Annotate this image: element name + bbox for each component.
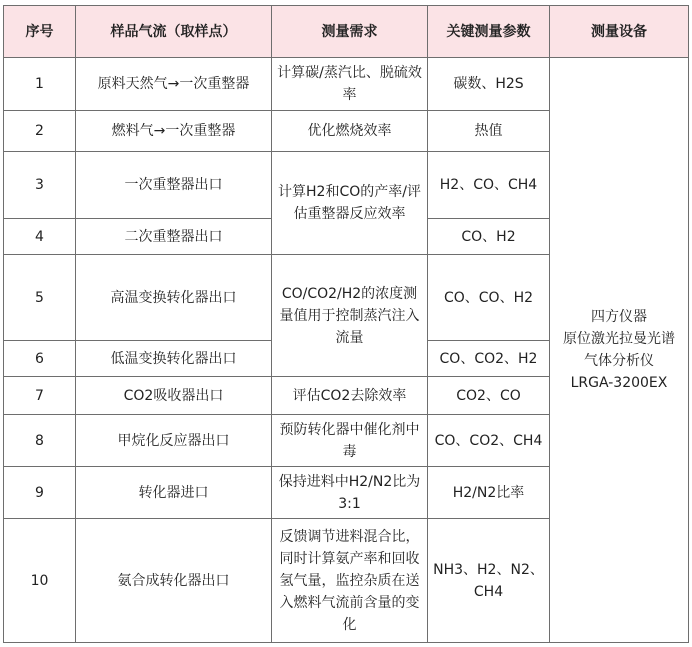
cell-params: NH3、H2、N2、CH4	[428, 519, 550, 643]
cell-sample: 原料天然气→一次重整器	[76, 58, 272, 111]
cell-index: 2	[4, 111, 76, 152]
device-kind: 气体分析仪	[584, 353, 654, 369]
header-sample: 样品气流（取样点）	[76, 6, 272, 58]
cell-index: 7	[4, 377, 76, 415]
cell-device	[550, 58, 689, 643]
table-row	[4, 58, 689, 111]
cell-index: 1	[4, 58, 76, 111]
cell-sample: 二次重整器出口	[76, 219, 272, 255]
cell-index: 9	[4, 467, 76, 519]
cell-sample: 燃料气→一次重整器	[76, 111, 272, 152]
header-params: 关键测量参数	[428, 6, 550, 58]
cell-params: CO、H2	[428, 219, 550, 255]
cell-sample: 低温变换转化器出口	[76, 341, 272, 377]
header-device: 测量设备	[550, 6, 689, 58]
cell-need: 优化燃烧效率	[272, 111, 428, 152]
device-brand: 四方仪器	[591, 309, 647, 325]
cell-params: H2、CO、CH4	[428, 152, 550, 219]
cell-need: 保持进料中H2/N2比为3:1	[272, 467, 428, 519]
cell-index: 3	[4, 152, 76, 219]
cell-params: CO、CO2、H2	[428, 341, 550, 377]
cell-sample: 一次重整器出口	[76, 152, 272, 219]
cell-index: 6	[4, 341, 76, 377]
cell-index: 4	[4, 219, 76, 255]
cell-need: 计算碳/蒸汽比、脱硫效率	[272, 58, 428, 111]
header-index: 序号	[4, 6, 76, 58]
cell-params: 碳数、H2S	[428, 58, 550, 111]
header-need: 测量需求	[272, 6, 428, 58]
cell-index: 10	[4, 519, 76, 643]
cell-sample: 甲烷化反应器出口	[76, 415, 272, 467]
cell-need: 评估CO2去除效率	[272, 377, 428, 415]
device-type: 原位激光拉曼光谱	[563, 331, 675, 347]
cell-need: 计算H2和CO的产率/评估重整器反应效率	[272, 152, 428, 255]
cell-sample: CO2吸收器出口	[76, 377, 272, 415]
cell-index: 8	[4, 415, 76, 467]
device-model: LRGA-3200EX	[570, 375, 668, 391]
header-row	[4, 6, 689, 58]
cell-need: CO/CO2/H2的浓度测量值用于控制蒸汽注入流量	[272, 255, 428, 377]
cell-need: 预防转化器中催化剂中毒	[272, 415, 428, 467]
cell-params: H2/N2比率	[428, 467, 550, 519]
cell-sample: 氨合成转化器出口	[76, 519, 272, 643]
cell-sample: 转化器进口	[76, 467, 272, 519]
cell-index: 5	[4, 255, 76, 341]
cell-params: CO、CO、H2	[428, 255, 550, 341]
cell-params: CO、CO2、CH4	[428, 415, 550, 467]
cell-need: 反馈调节进料混合比，同时计算氨产率和回收氢气量，监控杂质在送入燃料气流前含量的变化	[272, 519, 428, 643]
cell-sample: 高温变换转化器出口	[76, 255, 272, 341]
measurement-table	[3, 5, 689, 643]
cell-params: 热值	[428, 111, 550, 152]
cell-params: CO2、CO	[428, 377, 550, 415]
